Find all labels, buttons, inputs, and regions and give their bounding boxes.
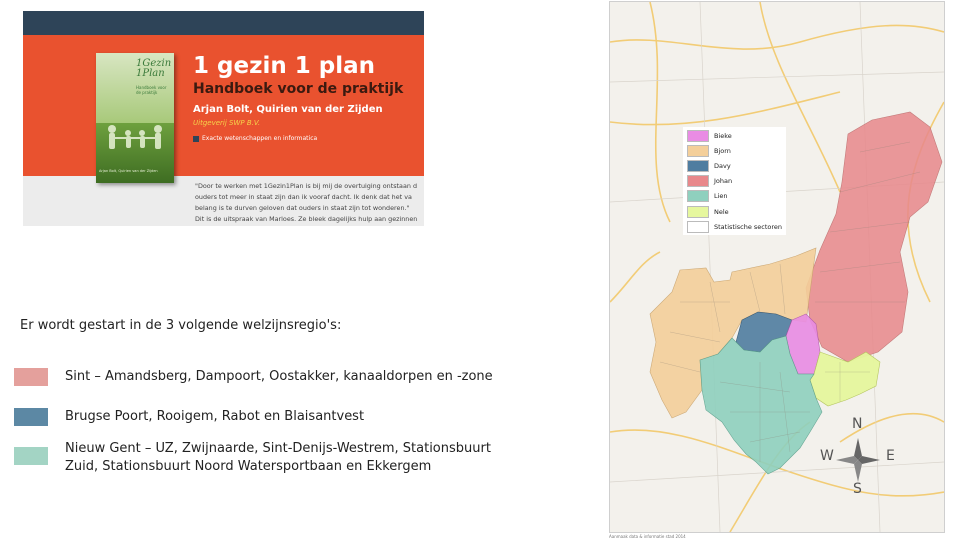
region-label: Sint – Amandsberg, Dampoort, Oostakker, kanaaldorpen en -zone bbox=[65, 369, 493, 384]
intro-text: Er wordt gestart in de 3 volgende welzijnsregio's: bbox=[20, 318, 342, 333]
compass-east: E bbox=[886, 448, 895, 464]
legend-label: Davy bbox=[714, 161, 731, 170]
map-legend-item bbox=[687, 158, 782, 173]
book-cover bbox=[96, 53, 174, 183]
legend-swatch bbox=[687, 130, 709, 142]
book-cover-title: 1Gezin 1Plan bbox=[136, 58, 172, 79]
region-swatch bbox=[14, 368, 48, 386]
legend-swatch bbox=[687, 206, 709, 218]
legend-label: Bieke bbox=[714, 131, 732, 140]
legend-swatch bbox=[687, 221, 709, 233]
legend-label: Statistische sectoren bbox=[714, 222, 783, 231]
legend-swatch bbox=[687, 190, 709, 202]
quote-line: belang is te durven geloven dat ouders in staat zijn tot wonderen." bbox=[195, 204, 410, 212]
compass-rose-icon bbox=[836, 438, 880, 482]
book-banner-image bbox=[23, 11, 424, 226]
map-legend-item bbox=[687, 174, 782, 189]
legend-label: Johan bbox=[714, 177, 733, 186]
legend-label: Bjorn bbox=[714, 146, 731, 155]
map-legend-item bbox=[687, 128, 782, 143]
map-region-johan bbox=[806, 112, 942, 362]
region-label: Brugse Poort, Rooigem, Rabot en Blaisantvest bbox=[65, 409, 365, 424]
quote-line: ouders tot meer in staat zijn dan ik vooraf dacht. Ik denk dat het va bbox=[195, 193, 412, 201]
book-publisher: Uitgeverij SWP B.V. bbox=[193, 119, 261, 127]
series-square-icon bbox=[193, 136, 199, 142]
banner-top-bar bbox=[23, 11, 424, 35]
legend-label: Lien bbox=[714, 192, 728, 201]
region-label-line2: Zuid, Stationsbuurt Noord Watersportbaan en Ekkergem bbox=[65, 459, 432, 474]
legend-swatch bbox=[687, 175, 709, 187]
region-label-line1: Nieuw Gent – UZ, Zwijnaarde, Sint-Denijs-Westrem, Stationsbuurt bbox=[65, 441, 491, 456]
map-legend-item bbox=[687, 189, 782, 204]
compass-south: S bbox=[853, 481, 862, 497]
book-series-label: Exacte wetenschappen en informatica bbox=[202, 135, 318, 142]
legend-swatch bbox=[687, 145, 709, 157]
map-legend-item bbox=[687, 204, 782, 219]
map-legend-item bbox=[687, 143, 782, 158]
map-legend bbox=[683, 127, 786, 235]
book-cover-subtitle: Handboek voor de praktijk bbox=[136, 85, 167, 95]
legend-swatch bbox=[687, 160, 709, 172]
book-title: 1 gezin 1 plan bbox=[193, 53, 375, 79]
book-authors: Arjan Bolt, Quirien van der Zijden bbox=[193, 104, 383, 115]
book-series bbox=[193, 135, 317, 142]
book-subtitle: Handboek voor de praktijk bbox=[193, 81, 404, 97]
region-swatch bbox=[14, 447, 48, 465]
legend-label: Nele bbox=[714, 207, 729, 216]
book-quote bbox=[195, 181, 424, 225]
map-legend-item bbox=[687, 219, 782, 234]
region-swatch bbox=[14, 408, 48, 426]
map-footer: Aanmaak data & informatie stad 2014 bbox=[609, 534, 686, 539]
quote-line: "Door te werken met 1Gezin1Plan is bij mij de overtuiging ontstaan d bbox=[195, 182, 418, 190]
compass-west: W bbox=[820, 448, 834, 464]
book-cover-authors: Arjan Bolt, Quirien van der Zijden bbox=[99, 169, 158, 173]
quote-line: Dit is de uitspraak van Marloes. Ze bleek dagelijks hulp aan gezinnen bbox=[195, 215, 418, 223]
family-silhouette-icon bbox=[102, 123, 168, 163]
compass-north: N bbox=[852, 416, 863, 432]
region-map bbox=[609, 1, 945, 533]
